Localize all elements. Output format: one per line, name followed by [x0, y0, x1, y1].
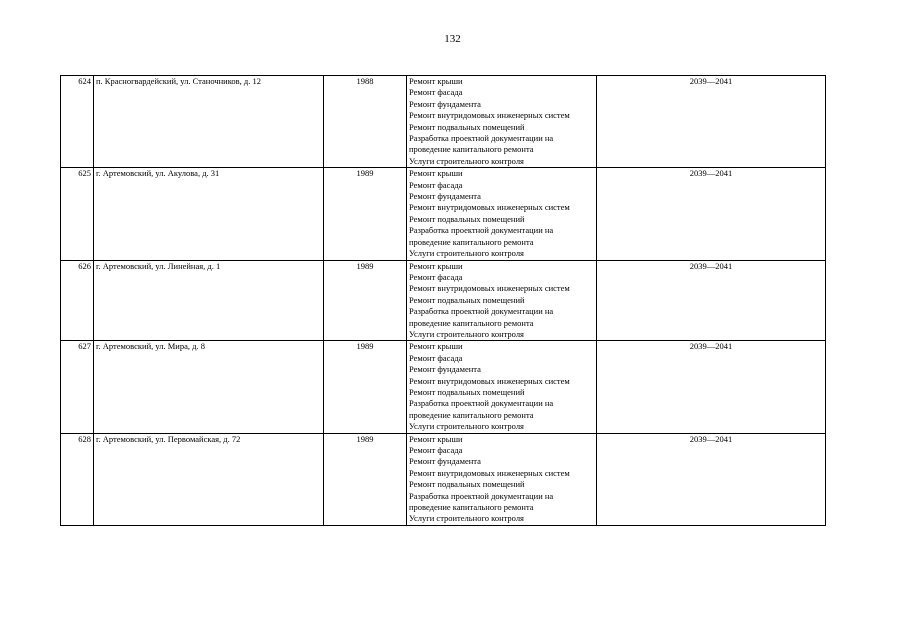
- repair-period: 2039—2041: [597, 260, 826, 341]
- work-item: проведение капитального ремонта: [409, 236, 534, 247]
- table-row: [61, 341, 826, 433]
- table-row: [61, 433, 826, 525]
- work-item: Услуги строительного контроля: [409, 513, 524, 524]
- work-item: проведение капитального ремонта: [409, 144, 534, 155]
- construction-year: 1989: [324, 260, 407, 341]
- work-item: Ремонт подвальных помещений: [409, 121, 525, 132]
- work-item: Ремонт внутридомовых инженерных систем: [409, 283, 570, 294]
- construction-year: 1989: [324, 168, 407, 260]
- table-row: [61, 260, 826, 341]
- work-item: Ремонт крыши: [409, 341, 463, 352]
- work-item: Ремонт внутридомовых инженерных систем: [409, 202, 570, 213]
- building-address: г. Артемовский, ул. Линейная, д. 1: [94, 260, 324, 341]
- building-address: п. Красногвардейский, ул. Станочников, д. 12: [94, 76, 324, 168]
- work-item: Разработка проектной документации на: [409, 306, 554, 317]
- work-item: Разработка проектной документации на: [409, 398, 554, 409]
- row-number: 625: [61, 168, 94, 260]
- work-item: Услуги строительного контроля: [409, 248, 524, 259]
- work-item: Ремонт фундамента: [409, 98, 481, 109]
- row-number: 628: [61, 433, 94, 525]
- work-item: Ремонт подвальных помещений: [409, 294, 525, 305]
- work-item: Разработка проектной документации на: [409, 133, 554, 144]
- repair-period: 2039—2041: [597, 341, 826, 433]
- works-list: [407, 76, 597, 168]
- work-item: Ремонт внутридомовых инженерных систем: [409, 467, 570, 478]
- work-item: Ремонт крыши: [409, 433, 463, 444]
- work-item: Ремонт крыши: [409, 168, 463, 179]
- work-item: Ремонт фасада: [409, 271, 463, 282]
- repair-period: 2039—2041: [597, 433, 826, 525]
- work-item: Ремонт фасада: [409, 445, 463, 455]
- work-item: проведение капитального ремонта: [409, 409, 534, 420]
- repair-period: 2039—2041: [597, 168, 826, 260]
- row-number: 627: [61, 341, 94, 433]
- work-item: Ремонт крыши: [409, 260, 463, 271]
- work-item: Ремонт подвальных помещений: [409, 479, 525, 490]
- row-number: 626: [61, 260, 94, 341]
- work-item: Ремонт фасада: [409, 352, 463, 363]
- page-number: 132: [444, 33, 461, 45]
- construction-year: 1989: [324, 341, 407, 433]
- row-number: 624: [61, 76, 94, 168]
- works-list: [407, 433, 597, 525]
- work-item: проведение капитального ремонта: [409, 502, 534, 513]
- work-item: Ремонт подвальных помещений: [409, 386, 525, 397]
- construction-year: 1989: [324, 433, 407, 525]
- building-address: г. Артемовский, ул. Первомайская, д. 72: [94, 433, 324, 525]
- works-list: [407, 168, 597, 260]
- work-item: Ремонт внутридомовых инженерных систем: [409, 110, 570, 121]
- building-address: г. Артемовский, ул. Мира, д. 8: [94, 341, 324, 433]
- repair-schedule-table: [60, 75, 826, 526]
- work-item: Ремонт фундамента: [409, 456, 481, 467]
- works-list: [407, 260, 597, 341]
- construction-year: 1988: [324, 76, 407, 168]
- work-item: Разработка проектной документации на: [409, 490, 554, 501]
- work-item: Ремонт фасада: [409, 87, 463, 98]
- work-item: Ремонт фундамента: [409, 191, 481, 202]
- work-item: Услуги строительного контроля: [409, 421, 524, 432]
- works-list: [407, 341, 597, 433]
- repair-period: 2039—2041: [597, 76, 826, 168]
- work-item: Ремонт фундамента: [409, 364, 481, 375]
- work-item: Разработка проектной документации на: [409, 225, 554, 236]
- table-row: [61, 168, 826, 260]
- work-item: Ремонт подвальных помещений: [409, 213, 525, 224]
- work-item: Услуги строительного контроля: [409, 328, 524, 339]
- work-item: Ремонт внутридомовых инженерных систем: [409, 375, 570, 386]
- work-item: проведение капитального ремонта: [409, 317, 534, 328]
- work-item: Услуги строительного контроля: [409, 155, 524, 166]
- work-item: Ремонт крыши: [409, 76, 463, 86]
- table-row: [61, 76, 826, 168]
- building-address: г. Артемовский, ул. Акулова, д. 31: [94, 168, 324, 260]
- work-item: Ремонт фасада: [409, 179, 463, 190]
